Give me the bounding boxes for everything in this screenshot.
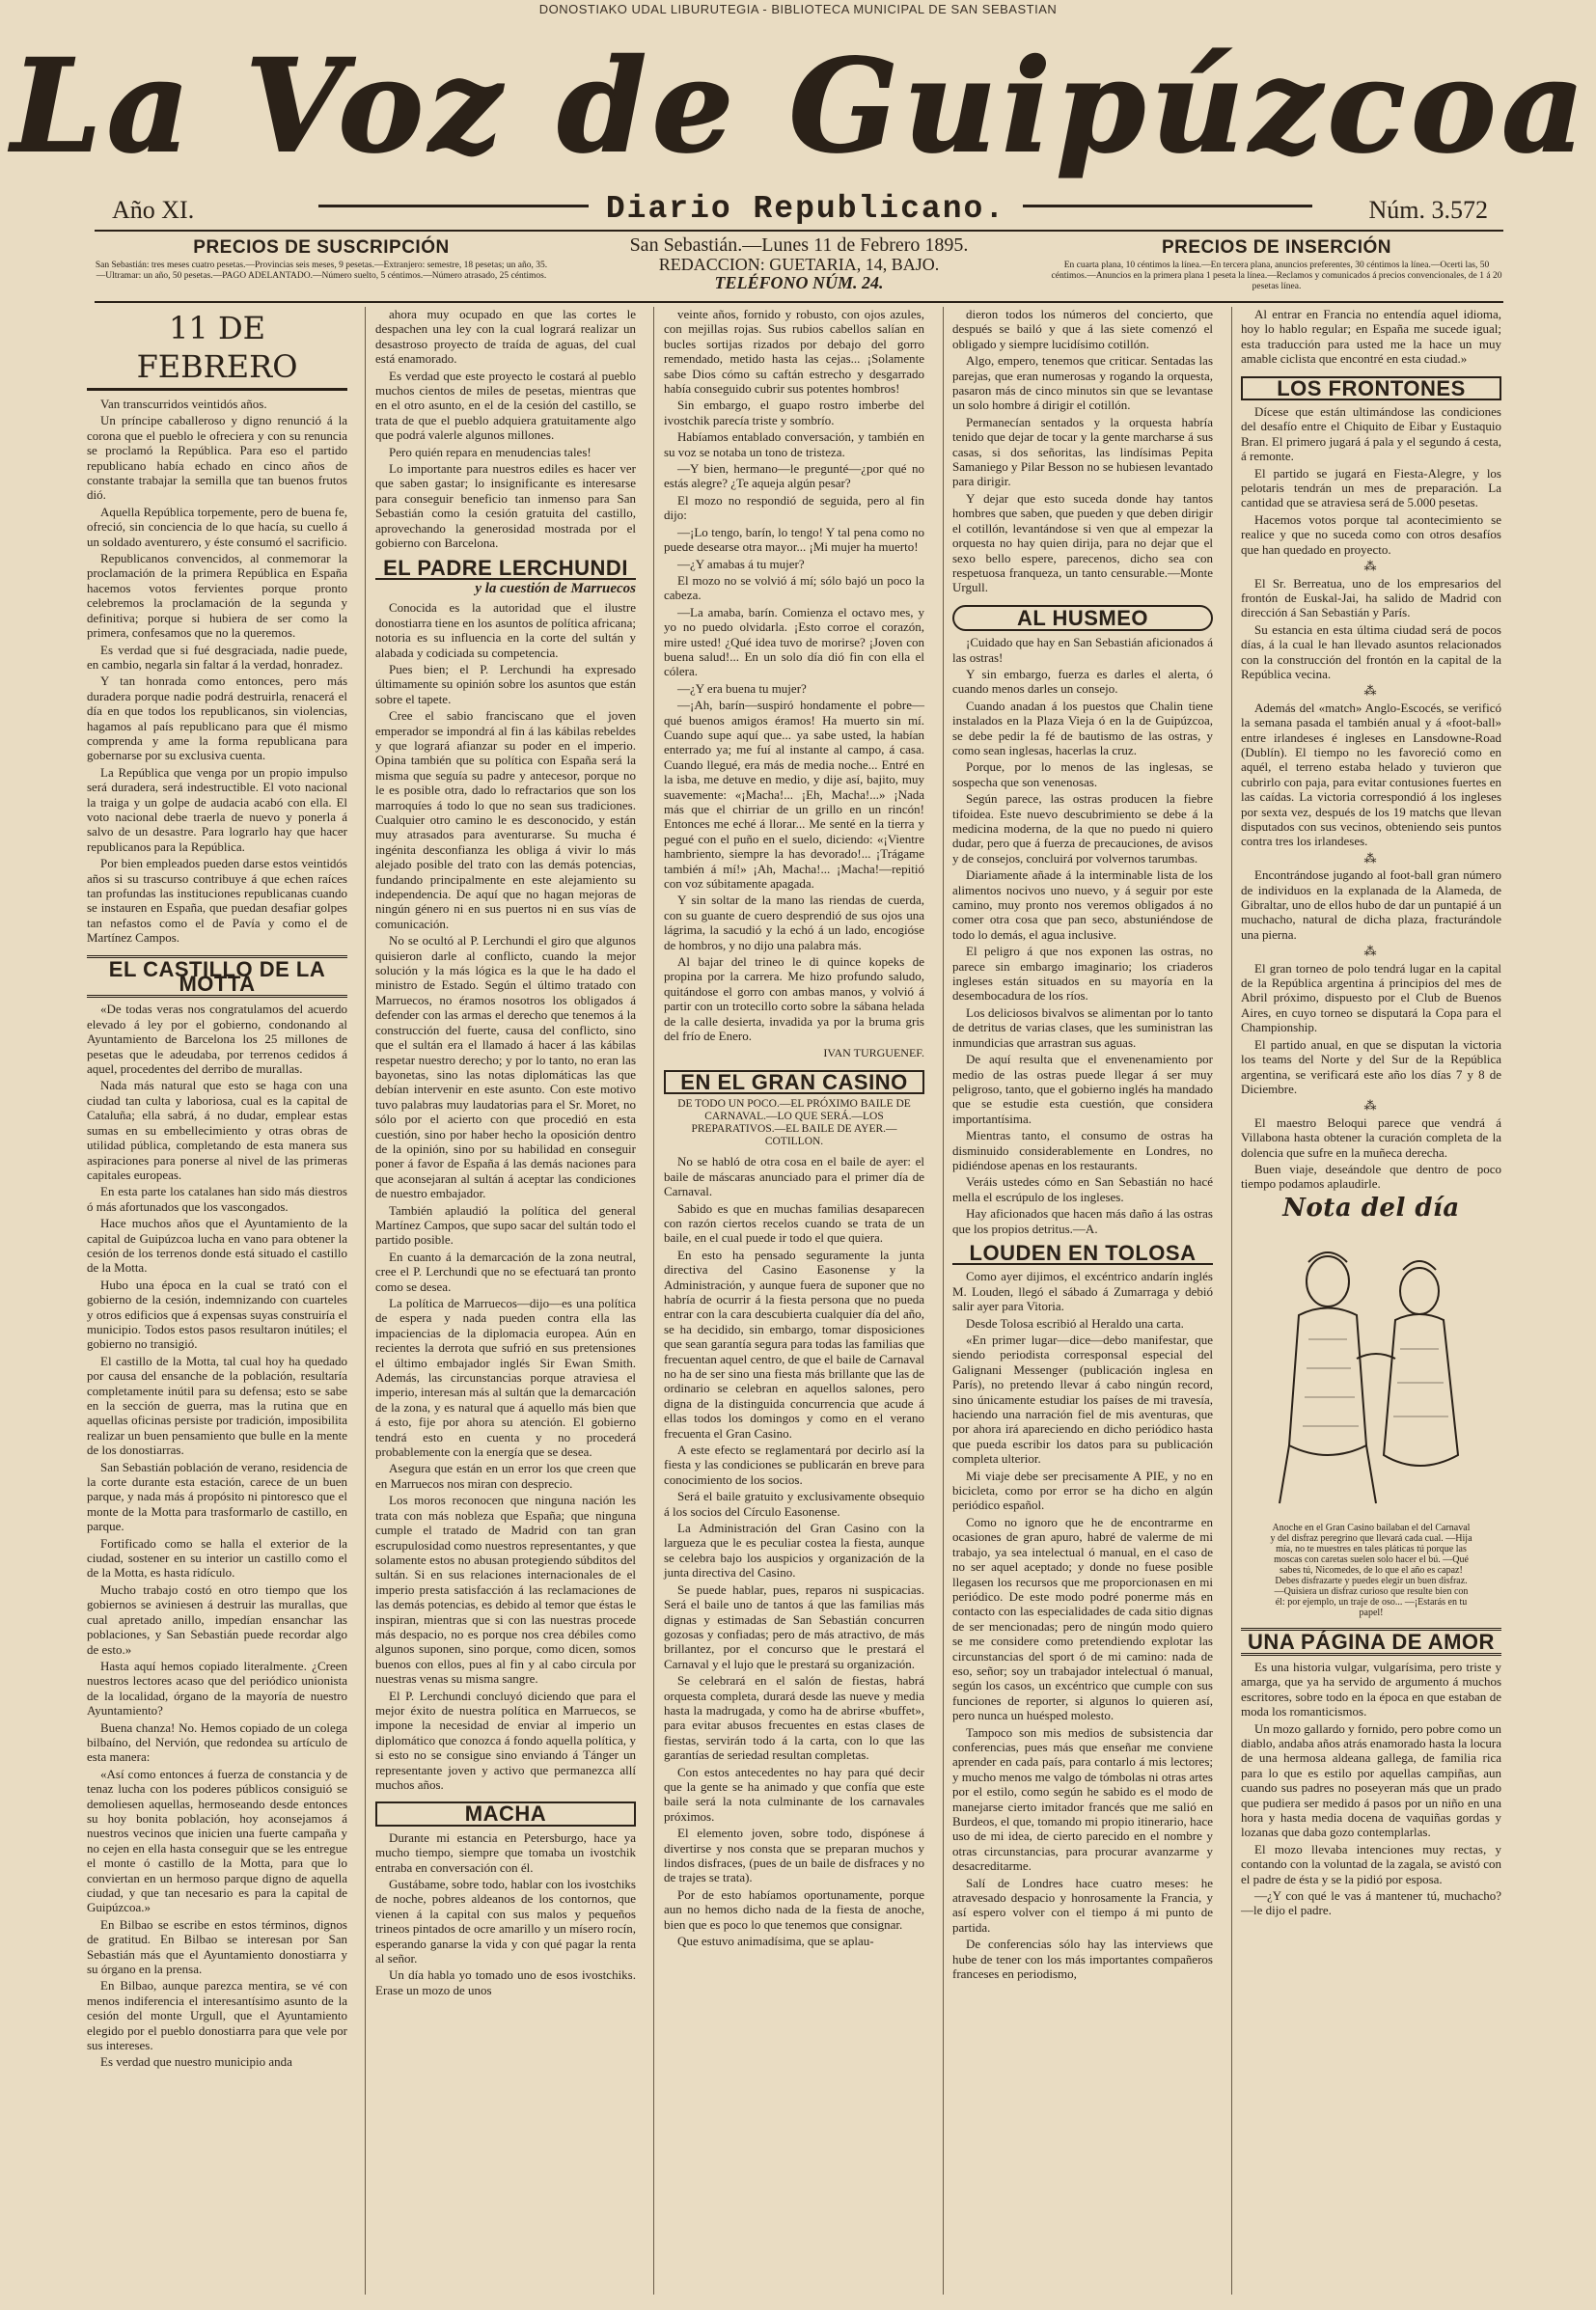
figure-head: [1400, 1268, 1439, 1314]
paragraph: Durante mi estancia en Petersburgo, hace ya mucho tiempo, siempre que tomaba un ivostchik entraba en conversación con él.: [375, 1829, 636, 1875]
paragraph: Al bajar del trineo le di quince kopeks de propina por la carrera. Me hizo profundo saludo, quitándose el gorro con ambas manos, y volvió á partir con un trotecillo corto sobre la sábana helada de la calle desierta, invadida ya por la bruma gris del frío de Enero.: [664, 954, 924, 1044]
ornament-rule: [318, 205, 589, 207]
paragraph: Y sin embargo, fuerza es darles el alerta, ó cuando menos darles un consejo.: [952, 666, 1213, 697]
paragraph: El mozo llevaba intenciones muy rectas, y contando con la voluntad de la zagala, se avistó con el padre de ésta y se la pidió por esposa.: [1241, 1841, 1501, 1886]
paragraph: La Administración del Gran Casino con la largueza que le es peculiar costea la fiesta, aunque se celebra bajo los auspicios y organización de la junta directiva del Casino.: [664, 1521, 924, 1581]
asterism-icon: ⁂: [1363, 850, 1379, 866]
paragraph: Es verdad que este proyecto le costará al pueblo muchos cientos de miles de pesetas, mientras que en el otro asunto, en el de la cesión del castillo, se trata de que el pueblo adquiera gratuitamente algo que podrá valerle algunos millones.: [375, 368, 636, 443]
column-2: [375, 307, 636, 2295]
figure-arm: [1357, 1354, 1395, 1359]
paragraph: El partido anual, en que se disputan la victoria los teams del Norte y del Sur de la República argentina, se verificará este año los días 7 y 8 de Diciembre.: [1241, 1036, 1501, 1096]
paragraph: Permanecían sentados y la orquesta habría tenido que dejar de tocar y la gente marcharse á sus casas, si dos señoritas, las lindísimas Pepita Samaniego y Pilar Besson no se hubiesen levantado para dirigir.: [952, 414, 1213, 489]
figure-dress: [1384, 1314, 1458, 1466]
paragraph: Hacemos votos porque tal acontecimiento se realice y que no suceda como con otros desafíos que han quedado en proyecto.: [1241, 511, 1501, 557]
insertion-heading: PRECIOS DE INSERCIÓN: [1161, 237, 1392, 258]
paragraph: Van transcurridos veintidós años.: [100, 397, 267, 411]
paragraph: —Y bien, hermano—le pregunté—¿por qué no estás alegre? ¿Te aqueja algún pesar?: [664, 461, 924, 491]
paragraph: Buen viaje, deseándole que dentro de poco tiempo podamos aplaudirle.: [1241, 1161, 1501, 1192]
paragraph: —¿Y con qué le vas á mantener tú, muchacho?—le dijo el padre.: [1241, 1888, 1501, 1918]
paragraph: Dícese que están ultimándose las condiciones del desafío entre el Chiquito de Eibar y Eustaquio Bran. El primero jugará á pala y el segundo á cesta, á remonte.: [1241, 404, 1501, 464]
subscription-text: San Sebastián: tres meses cuatro pesetas.—Provincias seis meses, 9 pesetas.—Extranjero: semestre, 18 pesetas; un año, 35.—Ultramar: un año, 50 pesetas.—PAGO ADELANTADO.—Número suelto, 5 céntimos.—Número atrasado, 25 céntimos.: [95, 260, 548, 281]
paragraph: En Bilbao, aunque parezca mentira, se vé con menos indiferencia el interesantísimo asunto de la cesión del monte Urgull, que el Ayuntamiento elegido por el pueblo donostiarra para que vele por sus intereses.: [87, 1978, 347, 2053]
library-stamp: DONOSTIAKO UDAL LIBURUTEGIA - BIBLIOTECA MUNICIPAL DE SAN SEBASTIAN: [538, 2, 1058, 16]
headline-castillo-motta: EL CASTILLO DE LA MOTTA: [87, 955, 347, 999]
headline-padre-lerchundi: EL PADRE LERCHUNDI: [375, 561, 636, 580]
paragraph: El Sr. Berreatua, uno de los empresarios del frontón de Euskal-Jai, ha salido de Madrid con dirección á San Sebastián y París.: [1241, 575, 1501, 620]
paragraph: Algo, empero, tenemos que criticar. Sentadas las parejas, que eran numerosas y rogando la orquesta, pasaron más de cinco minutos sin que se levantase un solo hombre á dirigir el cotillón.: [952, 353, 1213, 413]
paragraph: Salí de Londres hace cuatro meses: he atravesado despacio y honrosamente la Francia, y así espero volver con el tiempo á mi punto de partida.: [952, 1875, 1213, 1935]
figure-body: [1289, 1308, 1366, 1456]
headline-11-febrero: 11 DE FEBRERO: [87, 309, 347, 391]
masthead-logo: [12, 27, 1590, 181]
paragraph: Un mozo gallardo y fornido, pero pobre como un diablo, andaba años atrás enamorado hasta la locura de una hermosa aldeana gallega, de familia rica para lo que es estilo por aquellas campiñas, aun cuando sus padres no poseyeran más que un prado que pudiera ser medido á pasos por un niño en una hora y hasta media docena de vaquiñas gordas y lozanas que daba gozo contemplarlas.: [1241, 1720, 1501, 1840]
paragraph: «En primer lugar—dice—debo manifestar, que siendo periodista corresponsal especial del Galignani Messenger (publicación inglesa en París), no pretendo llevar á cabo ningún record, sino únicamente estudiar los países de mi travesía, haciendo una narración fiel de mis aventuras, que por ahora irá apareciendo en dicho periódico hasta que pueda escribir los datos para su publicación completa ulterior.: [952, 1333, 1213, 1467]
paragraph: Hasta aquí hemos copiado literalmente. ¿Creen nuestros lectores acaso que del periódico unionista de la localidad, órgano de la mayoría de nuestro Ayuntamiento?: [87, 1658, 347, 1719]
paragraph: Encontrándose jugando al foot-ball gran número de individuos en la explanada de la Alameda, de Gibraltar, uno de ellos hubo de dar un puntapié á un muchacho, natural de dicha plaza, fracturándole una pierna.: [1241, 867, 1501, 942]
hatching: [1303, 1339, 1359, 1426]
paragraph: En esto ha pensado seguramente la junta directiva del Casino Easonense y la Administración, y aunque fuera de suponer que no habría de ocurrir á la fiesta persona que no pueda entrar con la cara descubierta cualquier día del año, se ha decidido, sin embargo, tomar disposiciones que sean garantía segura para todas las familias que frecuentan aquel centro, de que el baile de Carnaval no ha de ser sino una fiesta más brillante que las de ordinario se celebran en aquellos salones, pero digna de la distinguida concurrencia que acude á ellas todos los domingos y como en el verano frecuenta el Gran Casino.: [664, 1247, 924, 1441]
column-1: [87, 307, 347, 2295]
masthead-title-text: La Voz de Guipúzcoa: [12, 32, 1590, 181]
paragraph: En esta parte los catalanes han sido más diestros ó más afortunados que los vascongados.: [87, 1184, 347, 1214]
paragraph: Es una historia vulgar, vulgarísima, pero triste y amarga, que ya ha servido de argumento á muchos escritores, sobre todo en la época en que estaban de moda los romanticismos.: [1241, 1659, 1501, 1719]
column-3: [664, 307, 924, 2295]
paragraph: Habíamos entablado conversación, y también en su voz se notaba un tono de tristeza.: [664, 429, 924, 459]
paragraph: De aquí resulta que el envenenamiento por medio de las ostras puede llegar á ser muy peligroso, tanto, que el gobierno inglés ha mandado que se estudie esta cuestión, que considera importantísima.: [952, 1052, 1213, 1126]
paragraph: Según parece, las ostras producen la fiebre tifoidea. Este nuevo descubrimiento se debe á la medicina moderna, de la que no puedo ni quiero dudar, pero que á fuerza de precauciones, de avisos y de consejos, concluirá por volvernos tarumbas.: [952, 791, 1213, 866]
paragraph: Pero quién repara en menudencias tales!: [389, 444, 592, 459]
paragraph: Los moros reconocen que ninguna nación les trata con más nobleza que España; que ninguna cumple el tratado de Madrid con tan gran escrupulosidad como nuestros representantes, y que solamente estos no abusan protegiendo súbditos del sultán. Si en sus relaciones internacionales de el imperio presta satisfacción á las reclamaciones de las demás potencias, es debido al temor que éstas le inspiran, mientras que si con las nuestras procede más despacio, no es porque nos crea débiles como algunos suponen, sino porque, como dicen, somos buenos con ellos, pues al fin y al cabo circula por nuestras venas su misma sangre.: [375, 1493, 636, 1687]
paragraph: Se celebrará en el salón de fiestas, habrá orquesta completa, durará desde las nueve y media hasta la madrugada, y como ha de abrirse «buffet», para evitar abusos frecuentes en estas clases de fiestas, servirán todo á la carta, con lo que las garantías de seriedad resultan completas.: [664, 1673, 924, 1763]
paragraph: Hay aficionados que hacen más daño á las ostras que los propios detritus.—A.: [952, 1206, 1213, 1236]
paragraph: Lo importante para nuestros ediles es hacer ver que saben gastar; lo insignificante es interesarse para conseguir beneficio tan inmenso para San Sebastián como la cesión gratuita del castillo, aprovechando la generosidad mostrada por el gobierno con Barcelona.: [375, 461, 636, 551]
paragraph: De conferencias sólo hay las interviews que hube de tener con los más importantes compañeros franceses en periodismo,: [952, 1937, 1213, 1982]
paragraph: Con estos antecedentes no hay para qué decir que la gente se ha animado y que confía que este baile será la nota culminante de los carnavales próximos.: [664, 1764, 924, 1824]
paragraph: Al entrar en Francia no entendía aquel idioma, hoy lo hablo regular; en España me sucede igual; esta traducción para usted me la hace un muy amable ciclista que encontré en esta ciudad.»: [1241, 307, 1501, 367]
hatching: [1393, 1349, 1448, 1416]
column-5: [1241, 307, 1501, 2295]
paragraph: Y sin soltar de la mano las riendas de cuerda, con su guante de cuero desprendió de sus ojos una lágrima, la sacudió y la echó á un lado, encogióse de hombros, y no dijo una palabra más.: [664, 893, 924, 952]
header-info-bar: [95, 230, 1503, 303]
headline-gran-casino: EN EL GRAN CASINO: [664, 1070, 924, 1094]
paragraph: ¡Cuidado que hay en San Sebastián aficionados á las ostras!: [952, 635, 1213, 665]
paragraph: Por de esto habíamos oportunamente, porque aun no hemos dicho nada de la fiesta de anoche, bien que es poco lo que tenemos que consignar.: [664, 1886, 924, 1932]
paragraph: San Sebastián población de verano, residencia de la corte durante esta estación, carece de un buen parque, y nada más á propósito ni pintoresco que el monte de la Motta para trasformarlo de castillo, en parque.: [87, 1459, 347, 1534]
paragraph: Diariamente añade á la interminable lista de los alimentos nocivos uno nuevo, y á seguir por este camino, muy pronto nos veremos obligados á no comer otra cosa que pan seco, abstuniéndose de todo lo demás, el agua inclusive.: [952, 867, 1213, 942]
paragraph: Asegura que están en un error los que creen que en Marruecos nos miran con desprecio.: [375, 1461, 636, 1491]
paragraph: dieron todos los números del concierto, que después se bailó y que á las siete comenzó el obligado y siempre lucidísimo cotillón.: [952, 307, 1213, 351]
paragraph: Porque, por lo menos de las inglesas, se sospecha que son venenosas.: [952, 759, 1213, 789]
paragraph: ahora muy ocupado en que las cortes le despachen una ley con la cual logrará realizar un desastroso proyecto de traída de aguas, del cual está enamorado.: [375, 307, 636, 367]
insertion-text: En cuarta plana, 10 céntimos la línea.—En tercera plana, anuncios preferentes, 30 céntimos la línea.—Ocerti las, 50 céntimos.—Anuncios en la primera plana 1 peseta la línea.—Reclamos y comunicados á precios convencionales, de 1 á 20 pesetas línea.: [1051, 260, 1502, 291]
subscription-prices: [95, 237, 548, 282]
paragraph: Por bien empleados pueden darse estos veintidós años si su trascurso contribuye á que echen raíces tan profundas las instituciones republicanas cuando se instauren en España, que puedan desafiar golpes tan nefastos como el de Pavía y como el de Martínez Campos.: [87, 856, 347, 946]
asterism-icon: ⁂: [1363, 683, 1379, 699]
headline-louden-tolosa: LOUDEN EN TOLOSA: [952, 1246, 1213, 1265]
column-4: [952, 307, 1213, 2295]
paragraph: Buena chanza! No. Hemos copiado de un colega bilbaíno, del Nervión, que redondea su artículo de esta manera:: [87, 1719, 347, 1765]
asterism-icon: ⁂: [1363, 559, 1379, 574]
paragraph: El P. Lerchundi concluyó diciendo que para el mejor éxito de nuestra política en Marruecos, se impone la necesidad de enviar al imperio un diplomático que conozca á fondo aquella política, y si esto no se consigue sino enviando á Tánger un representante joven y activo que permanezca allí muchos años.: [375, 1688, 636, 1792]
paragraph: —¡Ah, barín—suspiró hondamente el pobre—qué buenos amigos éramos! Ha muerto sin mí. Cuando supe aquí que... ya sabe usted, la habían enterrado ya; me fuí al instante al campo, á casa. Cuando llegué, era más de media noche... Entré en la isba, me detuve en medio, y dije así, bajito, muy suavemente: «¡Macha!... ¡Eh, Macha!...» ¡Nada más que el chirriar de un grillo en un rincón! Entonces me eché á llorar... Me senté en la tierra y pegué con el puño en el suelo, diciendo: «¡Vientre hambriento, siempre la has devorado!... ¡Trágame también á mí!» ¡Ah, Macha!... ¡Macha!—repitió con voz súbitamente apagada.: [664, 698, 924, 892]
issue-number: Núm. 3.572: [1368, 196, 1488, 224]
paragraph: Pues bien; el P. Lerchundi ha expresado últimamente su opinión sobre los asuntos que están sobre el tapete.: [375, 661, 636, 706]
paragraph: Cuando anadan á los puestos que Chalin tiene instalados en la Plaza Vieja ó en la de Guipúzcoa, se debe pedir la fé de bautismo de las ostras, y como sean inglesas, hacerlas la cruz.: [952, 698, 1213, 757]
paragraph: La República que venga por un propio impulso será duradera, será indestructible. El voto nacional la traiga y un golpe de audacia acabó con ella. El voto nacional debe traerla de nuevo y ponerla á salvo de un desastre. Para lograrlo hay que hacer republicanos para la República.: [87, 764, 347, 854]
paragraph: Tampoco son mis medios de subsistencia dar conferencias, pues más que enseñar me conviene aprender en cada país, para contarlo á mis lectores; y mucho menos me valgo de tómbolas ni otras artes por el estilo, como según he sabido es el modo de manejarse cierto imitador francés que me salió en Burdeos, el que, tomando mi propio itinerario, hace uso de mi idea, de cierto parecido en el nombre y otras circunstancias, para procurar avanzarme y desacreditarme.: [952, 1724, 1213, 1874]
dateline-block: [611, 235, 987, 292]
paragraph: «Así como entonces á fuerza de constancia y de tenaz lucha con los poderes públicos consiguió se demoliesen aquellas, hermoseando desde entonces su hoy bonita población, hoy aconsejamos á nuestros vecinos que inicien una fuerte campaña y no cejen en ella hasta conseguir que se les entregue el monte ó castillo de la Motta, para que lo conviertan en un hermoso parque digno de aquella ciudad, y que tan necesario es para la capital de Guipúzcoa.»: [87, 1766, 347, 1915]
paragraph: También aplaudió la política del general Martínez Campos, que supo sacar del sultán todo el partido posible.: [375, 1202, 636, 1248]
paragraph: Su estancia en esta última ciudad será de pocos días, á la cual le han llevado asuntos relacionados con la construcción del frontón en la capital de la República vecina.: [1241, 621, 1501, 681]
paragraph: El elemento joven, sobre todo, dispónese á divertirse y nos consta que se preparan muchos y lindos disfraces, (pues de un baile de disfraces y no de trajes se trata).: [664, 1826, 924, 1885]
masthead-title: [12, 27, 1590, 181]
paragraph: Nada más natural que esto se haga con una ciudad tan culta y laboriosa, cual es la capital de Cataluña; ella sabrá, á no dudar, emplear estas sumas en su embellecimiento y otras obras de utilidad pública, completando de esta manera sus aspiraciones para ponerse al nivel de las primeras capitales europeas.: [87, 1078, 347, 1182]
headline-pagina-de-amor: UNA PÁGINA DE AMOR: [1241, 1628, 1501, 1656]
paragraph: El gran torneo de polo tendrá lugar en la capital de la República argentina á principios del mes de Abril próximo, dispuesto por el Club de Buenos Aires, en cuyo torneo se disputará la Copa para el Championship.: [1241, 960, 1501, 1035]
paragraph: —La amaba, barín. Comienza el octavo mes, y yo no puedo olvidarla. ¡Esto corroe el corazón, mire usted! ¿Qué idea tuvo de morirse? ¡Joven con buena salud!... En un solo día dió fin con ella el cólera.: [664, 604, 924, 679]
paragraph: No se ocultó al P. Lerchundi el giro que algunos quisieron darle al conflicto, cuando la mejor solución y la más lógica es la que le ha dado el ministro de Estado. Según el último tratado con Marruecos, no éramos nosotros los obligados á defender con las armas el derecho que tenemos á la construcción del fuerte, causa del conflicto, sino que el sultán era el llamado á hacer á las kábilas respetar nuestro derecho; y por lo tanto, no eran las bayonetas, sino las notas diplomáticas las que debían intervenir en este asunto. Con este motivo tuvo palabras muy laudatorias para el Sr. Moret, no sólo por el acierto con que procedió en esta cuestión, sino por haber hecho la oposición dentro de la opinión, sino por su habilidad en conseguir poner á favor de España á las demás naciones para que aconsejaran al sultán á aceptar las condiciones de nuestro embajador.: [375, 933, 636, 1201]
asterism-icon: ⁂: [1363, 944, 1379, 959]
paragraph: Desde Tolosa escribió al Heraldo una carta.: [966, 1315, 1184, 1331]
paragraph: El mozo no se volvió á mí; sólo bajó un poco la cabeza.: [664, 572, 924, 603]
subheadline-marruecos: y la cuestión de Marruecos: [475, 580, 636, 596]
cartoon-illustration: [1241, 1224, 1501, 1513]
paragraph: Y tan honrada como entonces, pero más duradera porque nadie podrá destruirla, renacerá el día en que todos los republicanos, sin violencias, hagamos al país republicano para que él mismo comprenda y ame la forma republicana para gobernarse por su exclusiva cuenta.: [87, 674, 347, 763]
paragraph: Aquella República torpemente, pero de buena fe, ofreció, sin conciencia de lo que hacía, su cuello á un soldado aventurero, y éste consumó el sacrificio.: [87, 504, 347, 549]
paragraph: «De todas veras nos congratulamos del acuerdo elevado á ley por el gobierno, condonando al Ayuntamiento de Barcelona los 25 millones de pesetas que le adeudaba, por terrenos cedidos á aquel, procedentes del derribo de murallas.: [87, 1002, 347, 1077]
paragraph: Es verdad que nuestro municipio anda: [100, 2054, 292, 2070]
paragraph: La política de Marruecos—dijo—es una política de espera y nada pueden contra ella las impaciencias de la diplomacia europea. Aún en recientes la derrota que sufrió en sus pretensiones el último embajador inglés Sir Ewan Smith. Además, las circunstancias porque atraviesa el imperio, interesan más al sultán que la demarcación de la zona, y es natural que á aquello más bien que á esto, fije por ahora su atención. El gobierno tendrá esto en cuenta y no procederá probablemente con la energía que se desea.: [375, 1296, 636, 1460]
paragraph: El mozo no respondió de seguida, pero al fin dijo:: [664, 492, 924, 523]
headline-al-husmeo: AL HUSMEO: [952, 605, 1213, 631]
ornament-rule: [1023, 205, 1312, 207]
paragraph: Sin embargo, el guapo rostro imberbe del ivostchik parecía triste y sombrío.: [664, 398, 924, 427]
paragraph: veinte años, fornido y robusto, con ojos azules, con mejillas rojas. Sus rubios cabellos salían en bucles sortijas rizados por debajo del gorro remendado, metido hasta las cejas... ¡Solamente sabe Dios cómo su caftán estrecho y desgarrado había conseguido cubrir sus potentes hombros!: [664, 307, 924, 397]
paragraph: —¡Lo tengo, barín, lo tengo! Y tal pena como no puede desearse otra mayor... ¡Mi mujer ha muerto!: [664, 524, 924, 555]
cartoon-caption: Anoche en el Gran Casino bailaban el del Carnaval y del disfraz peregrino que llevará cada cual. —Hija mía, no te muestres en tales pláticas tú porque las moscas con caretas suelen solo hacer el bú. —Qué sabes tú, Nicomedes, de lo que el año es capaz! Debes disfrazarte y puedes elegir un buen disfraz. —Quisiera un disfraz curioso que resulte bien con él: por ejemplo, un traje de oso... —¡Estarás en tu papel!: [1270, 1522, 1472, 1618]
paragraph: Sabido es que en muchas familias desaparecen con razón ciertos recelos cuando se trata de un baile, en el cual puede ir todo el que quiera.: [664, 1200, 924, 1246]
paragraph: Veráis ustedes cómo en San Sebastián no hacé mella el escrúpulo de los ingleses.: [952, 1174, 1213, 1204]
dateline: San Sebastián.—Lunes 11 de Febrero 1895.: [629, 234, 969, 256]
paragraph: En Bilbao se escribe en estos términos, dignos de gratitud. En Bilbao se interesan por San Sebastián más que el Ayuntamiento donostiarra y su órgano en la prensa.: [87, 1916, 347, 1977]
asterism-icon: ⁂: [1363, 1098, 1379, 1114]
telephone: TELÉFONO NÚM. 24.: [714, 272, 884, 292]
paragraph: Hace muchos años que el Ayuntamiento de la capital de Guipúzcoa lucha en vano para obtener la cesión de los terrenos donde está situado el castillo de la Motta.: [87, 1216, 347, 1276]
paragraph: —¿Y era buena tu mujer?: [677, 680, 807, 696]
paragraph: Los deliciosos bivalvos se alimentan por lo tanto de detritus de varias clases, que les suministran las inmundicias que arrastran sus aguas.: [952, 1004, 1213, 1050]
volume-year: Año XI.: [112, 196, 195, 224]
paragraph: El castillo de la Motta, tal cual hoy ha quedado por causa del ensanche de la población, resultaría completamente inútil para su defensa; esto se sabe en la sección de guerra, mas la rutina que en aquellas oficinas persiste por tradición, imposibilita realizar un buen pensamiento que bulle en la mente de los donostiarras.: [87, 1353, 347, 1458]
paragraph: Un príncipe caballeroso y digno renunció á la corona que el pueblo le ofreciera y con su renuncia se proclamó la República. Para eso el partido republicano había echado en cinco años de constante trabajar la semilla que tan buenos frutos dió.: [87, 413, 347, 503]
paragraph: Republicanos convencidos, al conmemorar la proclamación de la primera República en España hacemos votos fervientes porque pronto celebremos la proclamación de la segunda y definitiva; porque si hubiera de ser como la primera, confesamos que no la queremos.: [87, 551, 347, 641]
author-signature: IVAN TURGUENEF.: [823, 1045, 924, 1059]
paragraph: Fortificado como se halla el exterior de la ciudad, sostener en su interior un castillo como el de la Motta, es hasta ridículo.: [87, 1535, 347, 1581]
headline-los-frontones: LOS FRONTONES: [1241, 376, 1501, 400]
paragraph: Que estuvo animadísima, que se aplau-: [677, 1934, 874, 1949]
paragraph: Cree el sabio franciscano que el joven emperador se impondrá al fin á las kábilas rebeldes y que logrará afianzar su poder en el imperio. Opina también que su política con España será la misma que seguía su padre y antecesor, porque no le es posible otra, dado lo refractarios que son los marroquíes á todo lo que no sean sus tradiciones. Cualquier otro camino le es desconocido, y están muy atrasados para aventurarse. Su mucha é ingénita desconfianza les obliga á vivir lo más alejado posible del trato con las demás potencias, fundando principalmente en este alejamiento su independencia. De aquí que no hagan mejoras de ningún género ni en sus puertos ni en sus vías de comunicación.: [375, 708, 636, 931]
headline-macha: MACHA: [375, 1801, 636, 1826]
paragraph: En cuanto á la demarcación de la zona neutral, cree el P. Lerchundi que no se efectuará tan pronto como se desea.: [375, 1249, 636, 1294]
article-columns: [87, 307, 1509, 2295]
paragraph: Hubo una época en la cual se trató con el gobierno de la cesión, indemnizando con cuarteles y otros edificios que á expensas suyas construiría el municipio. Todos estos pasos resultaron inútiles; el gobierno no transigió.: [87, 1277, 347, 1352]
subscription-heading: PRECIOS DE SUSCRIPCIÓN: [193, 237, 450, 258]
paragraph: Es verdad que si fué desgraciada, nadie puede, en cambio, negarla sin faltar á la verdad, honradez.: [87, 642, 347, 672]
masthead-subtitle: Diario Republicano.: [605, 191, 1006, 227]
paragraph: —¿Y amabas á tu mujer?: [677, 556, 805, 571]
paragraph: Además del «match» Anglo-Escocés, se verificó la semana pasada el también anual y á «foot-ball» entre irlandeses é ingleses en Lansdowne-Road (Dublín). El tiempo no les favoreció como en aquél, el terreno estaba helado y tuvieron que cubrirlo con paja, para evitar contusiones fuertes en las caídas. La victoria correspondió á los ingleses por sexta vez, después de los 19 matchs que llevan disputados con sus vecinos, obteniendo seis puntos contra tres los irlandeses.: [1241, 700, 1501, 849]
paragraph: Mi viaje debe ser precisamente A PIE, y no en bicicleta, como por error se ha dicho en algún periódico español.: [952, 1468, 1213, 1513]
paragraph: El peligro á que nos exponen las ostras, no parece sin embargo imaginario; los criaderos ingleses están situados en su mayoría en la desembocadura de los ríos.: [952, 944, 1213, 1004]
article-deck: DE TODO UN POCO.—EL PRÓXIMO BAILE DE CARNAVAL.—LO QUE SERÁ.—LOS PREPARATIVOS.—EL BAILE DE AYER.—COTILLON.: [677, 1098, 911, 1148]
paragraph: Se puede hablar, pues, reparos ni suspicacias. Será el baile uno de tantos á que las familias más dignas y estimadas de San Sebastián concurren gozosas y confiadas; pero de más atractivo, de más brillantez, por el concurso que le prestará el Carnaval y el lujo que le prestará su organización.: [664, 1581, 924, 1671]
redaccion-address: REDACCION: GUETARIA, 14, BAJO.: [658, 255, 940, 274]
insertion-prices: [1050, 237, 1503, 292]
paragraph: A este efecto se reglamentará por decirlo así la fiesta y las condiciones se publicarán en breve para conocimiento de los socios.: [664, 1443, 924, 1487]
headline-nota-del-dia: Nota del día: [1282, 1193, 1460, 1223]
figure-head: [1307, 1256, 1349, 1306]
paragraph: El partido se jugará en Fiesta-Alegre, y los pelotaris tendrán un mes de preparación. La cantidad que se atraviesa será de 5.000 pesetas.: [1241, 465, 1501, 510]
paragraph: No se habló de otra cosa en el baile de ayer: el baile de máscaras anunciado para el primer día de Carnaval.: [664, 1154, 924, 1199]
paragraph: Mientras tanto, el consumo de ostras ha disminuido considerablemente en Londres, no pidiéndose apenas en los restaurants.: [952, 1128, 1213, 1172]
paragraph: Y dejar que esto suceda donde hay tantos hombres que saben, que pueden y que deben dirigir el cotillón, levantándose si ven que al empezar la orquesta no hay quien dirija, para no dejar que el sexo bello espere, parecenos, dicho sea con respetuosa franqueza, un tanto censurable.—Monte Urgull.: [952, 490, 1213, 595]
paragraph: Gustábame, sobre todo, hablar con los ivostchiks de noche, pobres aldeanos de los contornos, que vienen á la capital con sus malos y pequeños trineos pintados de ocre amarillo y un mísero rocín, esperando ganarse la vida y con qué pagar la renta al señor.: [375, 1877, 636, 1966]
paragraph: Como no ignoro que he de encontrarme en ocasiones de gran apuro, habré de valerme de mi trabajo, ya sea intelectual ó manual, en el caso de no ser aquel aceptado; y donde no fuese posible llegasen los recursos que me proporcionasen en mi periódico. De este modo podré ponerme más en contacto con las especialidades de cada sitio dignas de ser mencionadas; pero de ningún modo quiero se me considere como pretendiendo explotar las circunstancias del sport ó de mi camino: nada de eso, señor; soy un trabajador intelectual ó manual, según los casos, un excéntrico que cumple con sus funciones de reporter, si algunos lo quieren así, pero nunca un huésped molesto.: [952, 1514, 1213, 1723]
paragraph: El maestro Beloqui parece que vendrá á Villabona hasta obtener la curación completa de la dolencia que sufre en la muñeca derecha.: [1241, 1114, 1501, 1160]
paragraph: Será el baile gratuito y exclusivamente obsequio á los socios del Círculo Easonense.: [664, 1489, 924, 1519]
paragraph: Un día habla yo tomado uno de esos ivostchiks. Erase un mozo de unos: [375, 1967, 636, 1997]
paragraph: Como ayer dijimos, el excéntrico andarín inglés M. Louden, llegó el sábado á Zumarraga y debió salir ayer para Vitoria.: [952, 1269, 1213, 1314]
paragraph: Conocida es la autoridad que el ilustre donostiarra tiene en los asuntos de política africana; notoria es su influencia en la corte del sultán y alabada y codiciada su competencia.: [375, 600, 636, 660]
paragraph: Mucho trabajo costó en otro tiempo que los gobiernos se aviniesen á destruir las murallas, que cual apretado anillo, impedían ensanchar las poblaciones, y San Sebastián puede recordar algo de esto.»: [87, 1581, 347, 1657]
